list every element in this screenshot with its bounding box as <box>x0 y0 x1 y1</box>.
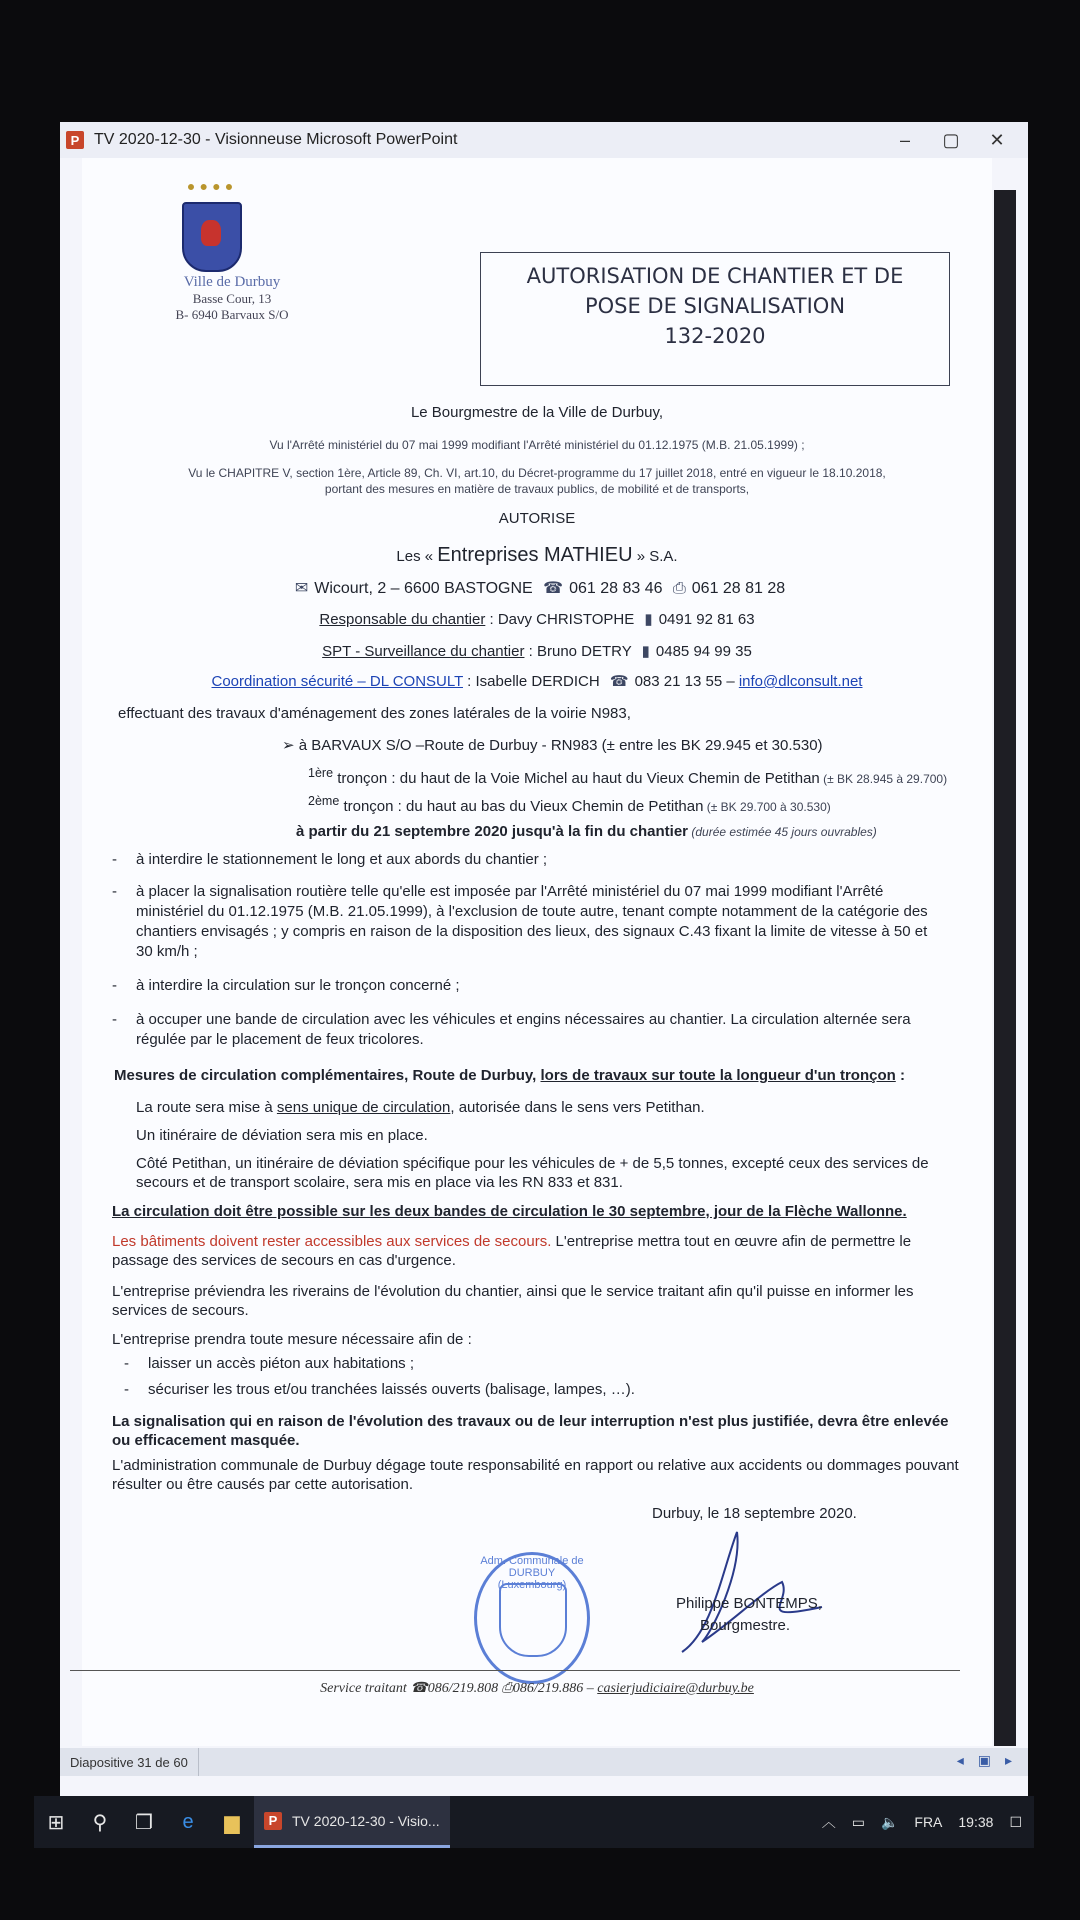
period-note: (durée estimée 45 jours ouvrables) <box>688 825 877 839</box>
chevron-up-icon[interactable]: ︿ <box>821 1814 836 1830</box>
next-slide-icon[interactable]: ▸ <box>1004 1752 1012 1768</box>
troncon-2-text: tronçon : du haut au bas du Vieux Chemin de Petithan <box>339 798 704 815</box>
entreprise-line <box>82 544 992 567</box>
powerpoint-app-icon: P <box>264 1812 282 1830</box>
troncon-1 <box>308 764 947 789</box>
windows-start-icon[interactable]: ⊞ <box>47 1811 65 1834</box>
coordination-line <box>82 672 992 690</box>
troncon-1-bk: (± BK 28.945 à 29.700) <box>819 772 948 786</box>
vu-line-3: portant des mesures en matière de travaux publics, de mobilité et de transports, <box>324 482 750 496</box>
status-bar <box>60 1748 1028 1776</box>
troncon-2 <box>308 792 831 817</box>
entreprise-address-line <box>82 578 992 598</box>
mesures-end: : <box>895 1067 905 1084</box>
troncon-1-number: 1ère <box>308 766 334 780</box>
lion-icon <box>201 220 221 246</box>
effectuant-line: effectuant des travaux d'aménagement des zones latérales de la voirie N983, <box>118 705 631 722</box>
troncon-1-text: tronçon : du haut de la Voie Michel au haut du Vieux Chemin de Petithan <box>333 770 820 787</box>
responsable-phone: 0491 92 81 63 <box>658 611 755 628</box>
bourgmestre-line: Le Bourgmestre de la Ville de Durbuy, <box>410 404 664 421</box>
file-explorer-icon[interactable]: ▆ <box>224 1811 240 1834</box>
mesures-underlined: lors de travaux sur toute la longueur d'un tronçon <box>540 1067 896 1084</box>
route-text-b: , autorisée dans le sens vers Petithan. <box>450 1099 705 1116</box>
status-icons <box>957 1752 1012 1769</box>
ville-name: Ville de Durbuy <box>183 274 281 290</box>
bullet-item-3: - à interdire la circulation sur le tronçon concerné ; <box>112 977 460 994</box>
bullet-text: à interdire le stationnement le long et aux abords du chantier ; <box>136 851 548 868</box>
edge-browser-icon[interactable]: e <box>182 1810 194 1833</box>
previous-slide-icon[interactable]: ◂ <box>956 1752 964 1768</box>
coordination-email-link[interactable]: info@dlconsult.net <box>738 673 863 690</box>
spt-label: SPT - Surveillance du chantier <box>322 643 525 660</box>
signer-title: Bourgmestre. <box>700 1617 791 1634</box>
spt-name: : Bruno DETRY <box>524 643 632 660</box>
title-line-2: POSE DE SIGNALISATION <box>584 294 846 318</box>
troncon-2-bk: (± BK 29.700 à 30.530) <box>703 800 831 814</box>
powerpoint-viewer-window <box>60 122 1028 1798</box>
mobile-phone-icon: ▮ <box>644 611 653 628</box>
municipal-stamp <box>474 1552 590 1684</box>
sub-bullet-2: - sécuriser les trous et/ou tranchées laissés ouverts (balisage, lampes, …). <box>124 1381 635 1398</box>
search-icon[interactable]: ⚲ <box>92 1811 108 1834</box>
slide-canvas[interactable] <box>82 158 992 1746</box>
batiments-rest: L'entreprise mettra tout en œuvre afin de permettre le passage des services de secours en cas d'urgence. <box>112 1233 912 1269</box>
vu-line-2: Vu le CHAPITRE V, section 1ère, Article 89, Ch. VI, art.10, du Décret-programme du 17 juillet 2018, entré en vigueur le 18.10.2018, <box>188 466 886 480</box>
entreprise-address: Wicourt, 2 – 6600 BASTOGNE <box>314 580 533 597</box>
ville-address-block <box>152 274 312 323</box>
vu-line-1: Vu l'Arrêté ministériel du 07 mai 1999 modifiant l'Arrêté ministériel du 01.12.1975 (M.B. 21.05.1999) ; <box>269 438 805 452</box>
windows-taskbar <box>34 1796 1034 1848</box>
entreprise-name: Entreprises MATHIEU <box>437 544 633 566</box>
mail-icon: ✉ <box>294 580 309 597</box>
taskbar-powerpoint-app[interactable] <box>254 1796 450 1848</box>
ville-address-line1: Basse Cour, 13 <box>192 291 272 306</box>
entreprise-fax: 061 28 81 28 <box>691 580 786 597</box>
responsable-line <box>82 610 992 628</box>
route-text-underlined: sens unique de circulation <box>276 1099 451 1116</box>
route-text-a: La route sera mise à <box>136 1099 277 1116</box>
title-line-3: 132-2020 <box>664 324 766 348</box>
entreprise-tel: 061 28 83 46 <box>569 580 663 597</box>
stamp-crest-icon <box>499 1583 567 1657</box>
date-line: Durbuy, le 18 septembre 2020. <box>652 1505 857 1522</box>
fax-icon: ⎙ <box>501 1681 513 1696</box>
system-tray <box>822 1796 1022 1848</box>
previendra-paragraph: L'entreprise préviendra les riverains de l'évolution du chantier, ainsi que le service traitant afin qu'il puisse en informer les services de secours. <box>112 1283 914 1319</box>
bullet-item-4: - à occuper une bande de circulation avec les véhicules et engins nécessaires au chantier. La circulation alternée sera régulée par le placement de feux tricolores. <box>112 1011 911 1048</box>
ville-address-line2: B- 6940 Barvaux S/O <box>175 307 289 322</box>
sub-bullet-text: sécuriser les trous et/ou tranchées laissés ouverts (balisage, lampes, …). <box>148 1381 635 1398</box>
autorise-heading: AUTORISE <box>498 510 576 527</box>
notification-icon[interactable]: ☐ <box>1009 1813 1022 1830</box>
footer-email-link[interactable]: casierjudiciaire@durbuy.be <box>597 1681 754 1696</box>
task-view-icon[interactable]: ❐ <box>135 1811 153 1834</box>
batiments-red-text: Les bâtiments doivent rester accessibles aux services de secours. <box>112 1233 552 1250</box>
battery-icon[interactable]: ▭ <box>851 1813 865 1830</box>
title-line-1: AUTORISATION DE CHANTIER ET DE <box>526 264 904 288</box>
responsable-name: : Davy CHRISTOPHE <box>485 611 635 628</box>
responsable-label: Responsable du chantier <box>319 611 486 628</box>
sub-bullet-1: - laisser un accès piéton aux habitations ; <box>124 1355 414 1372</box>
phone-icon: ☎ <box>543 580 564 597</box>
sub-bullet-text: laisser un accès piéton aux habitations ; <box>148 1355 414 1372</box>
taskbar-app-label: TV 2020-12-30 - Visio... <box>292 1812 440 1829</box>
document-title-box <box>480 252 950 386</box>
route-one-way <box>136 1098 705 1117</box>
footer-fax: 086/219.886 – <box>512 1681 594 1696</box>
spt-line <box>82 642 992 660</box>
period-line <box>296 822 877 842</box>
phone-icon: ☎ <box>609 673 629 690</box>
period-main: à partir du 21 septembre 2020 jusqu'à la fin du chantier <box>296 823 689 840</box>
footer-divider <box>70 1670 960 1671</box>
bullet-item-2: - à placer la signalisation routière telle qu'elle est imposée par l'Arrêté ministériel du 07 mai 1999 modifiant l'Arrêté ministériel du 01.12.1975 (M.B. 21.05.1999), à l'exclusion de toute autre, tenant compte notamment de la catégorie des chantiers envisagés ; y compris en raison de la disposition des lieux, des signaux C.43 fixant la limite de vitesse à 50 et 30 km/h ; <box>112 883 928 960</box>
coordination-phone: 083 21 13 55 – <box>634 673 735 690</box>
footer-service: Service traitant <box>320 1681 411 1696</box>
mesures-bold: Mesures de circulation complémentaires, Route de Durbuy, <box>114 1067 541 1084</box>
document-footer <box>82 1680 992 1697</box>
location-text: à BARVAUX S/O –Route de Durbuy - RN983 (± entre les BK 29.945 et 30.530) <box>298 737 823 754</box>
mobile-phone-icon: ▮ <box>641 643 650 660</box>
entreprise-prefix: Les « <box>396 548 438 565</box>
slideshow-icon[interactable]: ▣ <box>977 1752 991 1768</box>
route-deviation: Un itinéraire de déviation sera mis en place. <box>136 1127 428 1144</box>
entreprise-suffix: » S.A. <box>632 548 678 565</box>
signature-mark <box>642 1512 842 1662</box>
prendra-line: L'entreprise prendra toute mesure nécessaire afin de : <box>112 1331 472 1348</box>
batiments-paragraph <box>112 1232 952 1270</box>
signer-name: Philippe BONTEMPS, <box>676 1595 822 1612</box>
coordination-label: Coordination sécurité – DL CONSULT <box>211 673 463 690</box>
authorization-document <box>82 158 992 1746</box>
arrow-bullet-icon: ➢ <box>282 737 299 754</box>
clock[interactable]: 19:38 <box>958 1814 994 1830</box>
close-button[interactable]: ✕ <box>989 129 1005 150</box>
window-titlebar[interactable] <box>60 122 1028 158</box>
window-controls <box>882 126 1020 154</box>
signalisation-paragraph: La signalisation qui en raison de l'évolution des travaux ou de leur interruption n'est plus justifiée, devra être enlevée ou efficacement masquée. <box>112 1413 949 1449</box>
footer-tel: 086/219.808 <box>427 1681 499 1696</box>
volume-icon[interactable]: 🔈 <box>880 1813 899 1830</box>
stamp-text: Adm. Communale de DURBUY (Luxembourg) <box>480 1555 584 1591</box>
location-line <box>282 736 823 755</box>
mesures-heading <box>114 1066 964 1085</box>
maximize-button[interactable]: ▢ <box>942 129 960 150</box>
minimize-button[interactable]: – <box>899 129 910 150</box>
powerpoint-app-icon: P <box>66 131 84 149</box>
window-title: TV 2020-12-30 - Visionneuse Microsoft PowerPoint <box>94 131 458 148</box>
troncon-2-number: 2ème <box>308 794 340 808</box>
spt-phone: 0485 94 99 35 <box>655 643 752 660</box>
slide-counter: Diapositive 31 de 60 <box>60 1748 199 1776</box>
coordination-name: : Isabelle DERDICH <box>463 673 600 690</box>
bullet-text: à occuper une bande de circulation avec les véhicules et engins nécessaires au chantier. La circulation alternée sera régulée par le placement de feux tricolores. <box>136 1011 911 1048</box>
bullet-text: à interdire la circulation sur le tronçon concerné ; <box>136 977 460 994</box>
bullet-text: à placer la signalisation routière telle qu'elle est imposée par l'Arrêté ministériel du 07 mai 1999 modifiant l'Arrêté ministériel du 01.12.1975 (M.B. 21.05.1999), à l'exclusion de toute autre, tenant compte notamment de la catégorie des chantiers envisagés ; y compris en raison de la disposition des lieux, des signaux C.43 fixant la limite de vitesse à 50 et 30 km/h ; <box>136 883 928 960</box>
circulation-notice: La circulation doit être possible sur les deux bandes de circulation le 30 septembre, jour de la Flèche Wallonne. <box>112 1203 907 1220</box>
language-indicator[interactable]: FRA <box>914 1814 943 1830</box>
administration-paragraph: L'administration communale de Durbuy dégage toute responsabilité en rapport ou relative aux accidents ou dommages pouvant résulter ou être causés par cette autorisation. <box>112 1457 959 1493</box>
phone-icon: ☎ <box>410 1681 428 1696</box>
route-petithan: Côté Petithan, un itinéraire de déviation spécifique pour les véhicules de + de 5,5 tonnes, excepté ceux des services de secours et de transport scolaire, sera mis en place via les RN 833 et 831. <box>136 1155 929 1191</box>
bullet-item-1: - à interdire le stationnement le long et aux abords du chantier ; <box>112 851 548 868</box>
vertical-scrollbar[interactable] <box>994 190 1016 1746</box>
fax-icon: ⎙ <box>672 580 686 597</box>
